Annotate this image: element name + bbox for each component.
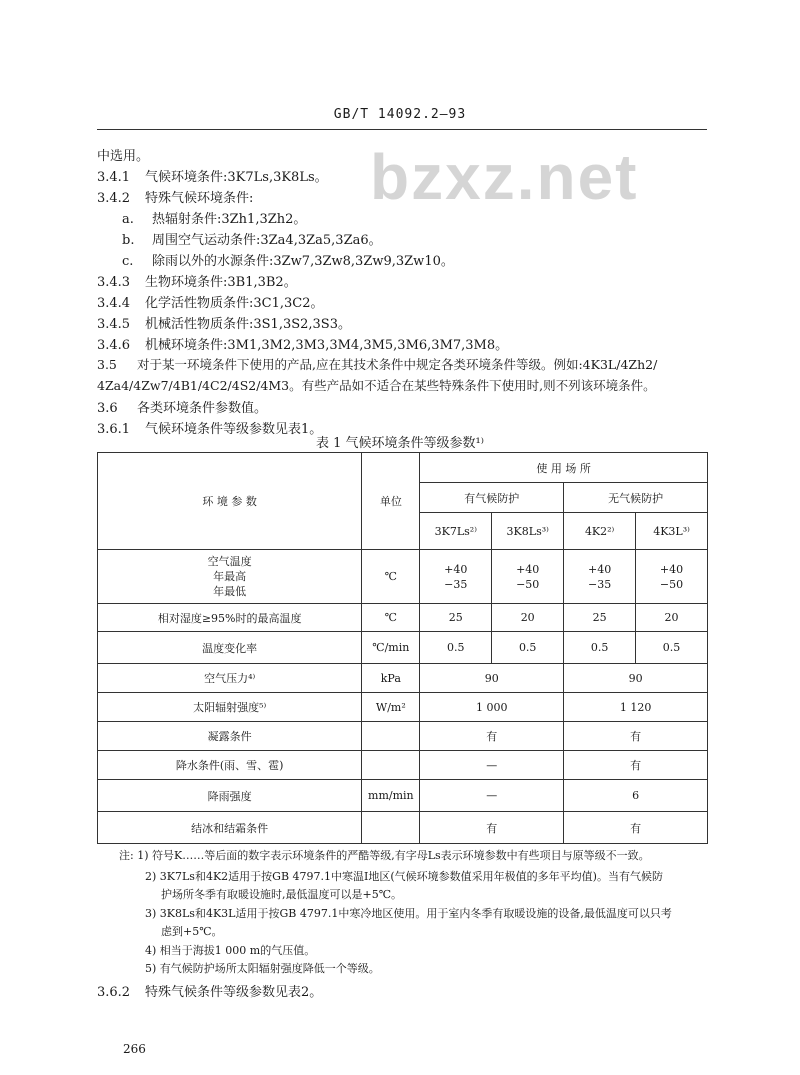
- cell: 25: [420, 604, 492, 632]
- clause-3-4-4: 3.4.4 化学活性物质条件:3C1,3C2。: [97, 296, 324, 311]
- cell: 0.5: [492, 632, 564, 664]
- clause-3-4-2: 3.4.2 特殊气候环境条件:: [97, 191, 254, 206]
- class-3k7ls: 3K7Ls²⁾: [420, 513, 492, 550]
- header-use: 使 用 场 所: [420, 453, 708, 483]
- row-solar-label: 太阳辐射强度⁵⁾: [98, 693, 362, 722]
- page-number: 266: [123, 1042, 146, 1056]
- item-a: a. 热辐射条件:3Zh1,3Zh2。: [122, 212, 307, 227]
- row-humidity-label: 相对湿度≥95%时的最高温度: [98, 604, 362, 632]
- clause-3-6-1: 3.6.1 气候环境条件等级参数见表1。: [97, 422, 323, 437]
- note-3: 3) 3K8Ls和4K3L适用于按GB 4797.1中寒冷地区使用。用于室内冬季有取暖设施的设备,最低温度可以只考: [145, 907, 672, 920]
- clause-3-5: 3.5 对于某一环境条件下使用的产品,应在其技术条件中规定各类环境条件等级。例如:4K3L/4Zh2/: [97, 357, 658, 372]
- note-4: 4) 相当于海拔1 000 m的气压值。: [145, 944, 316, 957]
- header-protected: 有气候防护: [420, 483, 564, 513]
- cell: 0.5: [564, 632, 636, 664]
- cell: +40 −50: [636, 550, 708, 604]
- row-humidity-unit: ℃: [362, 604, 420, 632]
- cell: 90: [420, 664, 564, 693]
- item-c: c. 除雨以外的水源条件:3Zw7,3Zw8,3Zw9,3Zw10。: [122, 254, 454, 269]
- row-rain-label: 降雨强度: [98, 780, 362, 812]
- row-condensation-unit: [362, 722, 420, 751]
- class-3k8ls: 3K8Ls³⁾: [492, 513, 564, 550]
- body-line: 中选用。: [97, 149, 150, 164]
- note-1: 注: 1) 符号K……等后面的数字表示环境条件的严酷等级,有字母Ls表示环境参数中有些项目与原等级不一致。: [119, 849, 650, 862]
- header-rule: [97, 129, 707, 130]
- cell: 20: [492, 604, 564, 632]
- cell: —: [420, 780, 564, 812]
- cell: 20: [636, 604, 708, 632]
- clause-3-4-6: 3.4.6 机械环境条件:3M1,3M2,3M3,3M4,3M5,3M6,3M7,3M8。: [97, 338, 509, 353]
- row-pressure-label: 空气压力⁴⁾: [98, 664, 362, 693]
- cell: 1 000: [420, 693, 564, 722]
- cell: +40 −50: [492, 550, 564, 604]
- cell: 6: [564, 780, 708, 812]
- row-pressure-unit: kPa: [362, 664, 420, 693]
- header-param: 环 境 参 数: [98, 453, 362, 550]
- cell: 0.5: [420, 632, 492, 664]
- clause-3-4-1: 3.4.1 气候环境条件:3K7Ls,3K8Ls。: [97, 170, 328, 185]
- cell: 25: [564, 604, 636, 632]
- note-3-cont: 虑到+5℃。: [161, 925, 223, 938]
- note-5: 5) 有气候防护场所太阳辐射强度降低一个等级。: [145, 962, 380, 975]
- row-precip-unit: [362, 751, 420, 780]
- clause-3-4-5: 3.4.5 机械活性物质条件:3S1,3S2,3S3。: [97, 317, 351, 332]
- row-temp-rate-unit: ℃/min: [362, 632, 420, 664]
- clause-3-6-2: 3.6.2 特殊气候条件等级参数见表2。: [97, 985, 323, 1000]
- cell: 90: [564, 664, 708, 693]
- table-caption: 表 1 气候环境条件等级参数¹⁾: [316, 436, 484, 451]
- header-unprotected: 无气候防护: [564, 483, 708, 513]
- cell: —: [420, 751, 564, 780]
- watermark: bzxz.net: [370, 141, 639, 213]
- cell: 有: [420, 812, 564, 844]
- note-2-cont: 护场所冬季有取暖设施时,最低温度可以是+5℃。: [161, 888, 403, 901]
- cell: 有: [420, 722, 564, 751]
- cell: 0.5: [636, 632, 708, 664]
- row-condensation-label: 凝露条件: [98, 722, 362, 751]
- class-4k2: 4K2²⁾: [564, 513, 636, 550]
- clause-3-6: 3.6 各类环境条件参数值。: [97, 401, 268, 416]
- row-icing-unit: [362, 812, 420, 844]
- cell: 有: [564, 722, 708, 751]
- row-icing-label: 结冰和结霜条件: [98, 812, 362, 844]
- cell: +40 −35: [564, 550, 636, 604]
- note-2: 2) 3K7Ls和4K2适用于按GB 4797.1中寒温Ⅰ地区(气候环境参数值采用年极值的多年平均值)。当有气候防: [145, 870, 663, 883]
- row-precip-label: 降水条件(雨、雪、雹): [98, 751, 362, 780]
- climate-table: [97, 452, 708, 844]
- class-4k3l: 4K3L³⁾: [636, 513, 708, 550]
- cell: 1 120: [564, 693, 708, 722]
- page-header: GB/T 14092.2—93: [333, 107, 467, 122]
- item-b: b. 周围空气运动条件:3Za4,3Za5,3Za6。: [122, 233, 382, 248]
- row-solar-unit: W/m²: [362, 693, 420, 722]
- cell: 有: [564, 812, 708, 844]
- header-unit: 单位: [362, 453, 420, 550]
- clause-3-4-3: 3.4.3 生物环境条件:3B1,3B2。: [97, 275, 297, 290]
- row-rain-unit: mm/min: [362, 780, 420, 812]
- cell: 有: [564, 751, 708, 780]
- cell: +40 −35: [420, 550, 492, 604]
- row-air-temp-unit: ℃: [362, 550, 420, 604]
- row-air-temp-label: 空气温度 年最高 年最低: [98, 550, 362, 604]
- clause-3-5-cont: 4Za4/4Zw7/4B1/4C2/4S2/4M3。有些产品如不适合在某些特殊条件下使用时,则不列该环境条件。: [97, 378, 656, 393]
- row-temp-rate-label: 温度变化率: [98, 632, 362, 664]
